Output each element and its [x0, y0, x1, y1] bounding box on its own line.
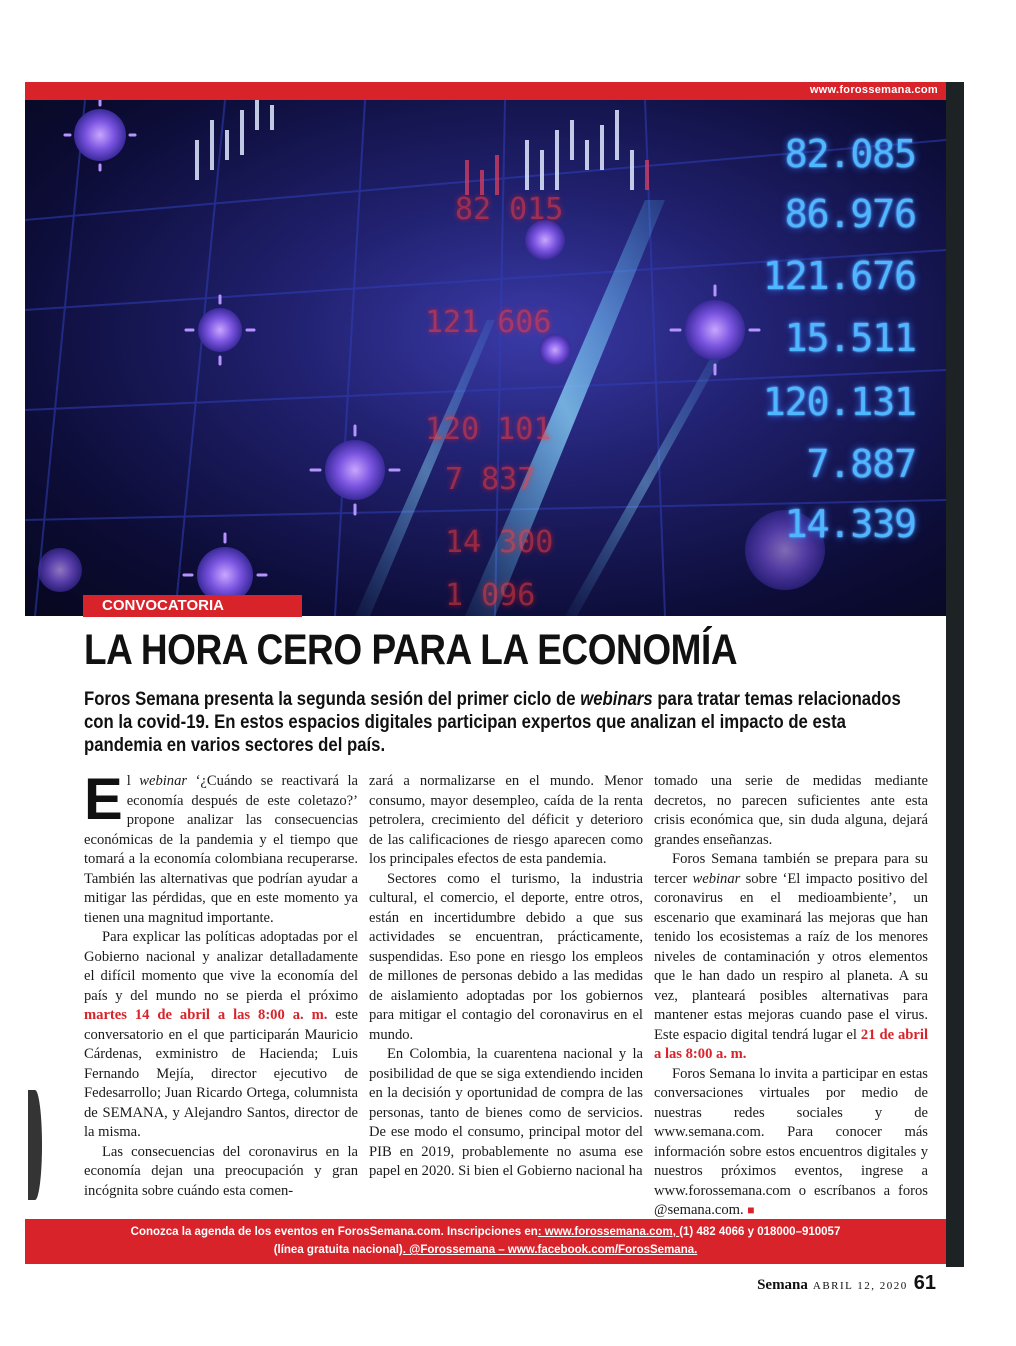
body-text: ‘¿Cuándo se reactivará la economía después de este coletazo?’ propone analizar las consecuencias económicas de la pandemia y el tiempo que tomará a la economía colombiana recuperarse. También las alternativas que podrían ayudar a mitigar las pérdidas, que en este momento ya tienen una magnitud importante.	[84, 773, 358, 926]
body-paragraph: Sectores como el turismo, la industria cultural, el comercio, el deporte, entre otros, están en incertidumbre debido a que sus actividades se encuentran, prácticamente, suspendidas. Eso pone en riesgo los empleos de millones de personas debido a las medidas de aislamiento adoptadas por los gobiernos para mitigar el contagio del coronavirus en el mundo.	[369, 870, 643, 1043]
footer-text: (línea gratuita nacional)	[273, 1244, 403, 1256]
body-paragraph	[84, 928, 358, 1143]
hero-number: 15.511	[784, 316, 916, 360]
hero-number: 121.676	[762, 254, 916, 298]
hero-image	[25, 100, 946, 616]
body-text: este conversatorio en el que participarán Mauricio Cárdenas, exministro de Hacienda; Luis Fernando Mejía, director ejecutivo de Fedesarrollo; Juan Ricardo Ortega, columnista de SEMANA, y Alejandro Santos, director de la misma.	[84, 1007, 358, 1140]
drop-cap: E	[84, 767, 123, 832]
body-text: Foros Semana también se prepara para su tercer	[654, 851, 928, 887]
lead-text: para tratar temas relacionados con la covid-19. En estos espacios digitales participan expertos que analizan el impacto de esta pandemia en varios sectores del país.	[84, 689, 901, 756]
body-paragraph	[654, 850, 928, 1065]
magazine-name: Semana	[757, 1277, 808, 1293]
body-text: sobre ‘El impacto positivo del coronavirus en el medioambiente’, un escenario que examinará las mejoras que han tenido los ecosistemas a raíz de los menores niveles de contaminación y otros elementos que le han dado un respiro al planeta. A su vez, planteará posibles alternativas para mantener estas mejoras cuando pase el virus. Este espacio digital tendrá lugar el	[654, 870, 928, 1043]
page-number: 61	[913, 1272, 936, 1294]
body-column-1	[84, 767, 358, 1201]
hero-red-number: 120 101	[425, 412, 552, 447]
header-url[interactable]: www.forossemana.com	[809, 84, 938, 96]
footer-line-1	[25, 1223, 946, 1241]
hero-red-number: 121 606	[425, 305, 552, 340]
body-emphasis: webinar	[139, 773, 188, 789]
body-text: Para explicar las políticas adoptadas por el Gobierno nacional y analizar detalladamente el difícil momento que vive la economía del país y del mundo no se pierda el próximo	[84, 929, 358, 1004]
body-paragraph: zará a normalizarse en el mundo. Menor consumo, mayor desempleo, caída de la renta petrolera, crecimiento del déficit y deterioro de las calificaciones de riesgo aparecen como los principales efectos de esta pandemia.	[369, 773, 643, 867]
body-paragraph: Las consecuencias del coronavirus en la economía dejan una preocupación y gran incógnita sobre cuándo esta comen-	[84, 1143, 358, 1199]
event-date-highlight: 21 de abril a las 8:00 a. m.	[654, 1026, 929, 1062]
article-lead	[84, 688, 920, 757]
hero-number: 7.887	[806, 442, 916, 486]
top-red-bar	[25, 82, 946, 100]
footer-text: (1) 482 4066 y 018000–910057	[679, 1226, 841, 1238]
footer-text: Conozca la agenda de los eventos en ForosSemana.com. Inscripciones en	[130, 1226, 538, 1238]
hero-number: 14.339	[784, 502, 916, 546]
issue-date: ABRIL 12, 2020	[812, 1280, 908, 1292]
footer-info-bar	[25, 1219, 946, 1264]
hero-red-number: 7 837	[445, 462, 536, 497]
body-text: Foros Semana lo invita a participar en estas conversaciones virtuales por medio de nuestras redes sociales y de www.semana.com. Para conocer más información sobre estos encuentros digitales y nuestros próximos eventos, ingrese a www.forossemana.com o escríbanos a foros @semana.com.	[654, 1065, 928, 1218]
hero-red-number: 82 015	[455, 192, 564, 227]
hero-red-number: 14 300	[445, 525, 554, 560]
footer-line-2	[25, 1241, 946, 1259]
body-text: l	[126, 773, 140, 789]
end-mark-icon: ■	[747, 1203, 755, 1217]
hero-number: 82.085	[784, 132, 916, 176]
body-paragraph	[84, 767, 358, 928]
lead-text: Foros Semana presenta la segunda sesión del primer ciclo de	[84, 689, 581, 710]
hero-number: 120.131	[762, 380, 916, 424]
page-edge-strip	[946, 82, 964, 1267]
article-headline: LA HORA CERO PARA LA ECONOMÍA	[84, 626, 738, 674]
page-binding-shadow	[28, 1090, 42, 1200]
page-folio	[757, 1272, 936, 1295]
body-column-2	[369, 772, 643, 1182]
lead-emphasis: webinars	[580, 689, 653, 710]
body-paragraph	[654, 1065, 928, 1221]
body-paragraph: tomado una serie de medidas mediante decretos, no parecen suficientes ante esta crisis económica que, sin duda alguna, dejará grandes enseñanzas.	[654, 773, 928, 848]
hero-number: 86.976	[784, 192, 916, 236]
footer-link-facebook[interactable]: . @Forossemana – www.facebook.com/ForosSemana.	[402, 1244, 698, 1256]
body-column-3	[654, 772, 928, 1221]
hero-red-number: 1 096	[445, 578, 536, 613]
event-date-highlight: martes 14 de abril a las 8:00 a. m.	[84, 1007, 328, 1023]
body-paragraph: En Colombia, la cuarentena nacional y la posibilidad de que se siga extendiendo inciden en la decisión y oportunidad de compra de las personas, tanto de bienes como de servicios. De ese modo el consumo, principal motor del PIB en 2019, probablemente no asuma ese papel en 2020. Si bien el Gobierno nacional ha	[369, 1046, 643, 1179]
section-kicker: CONVOCATORIA	[83, 595, 302, 617]
footer-link-forossemana[interactable]: : www.forossemana.com,	[537, 1226, 680, 1238]
body-emphasis: webinar	[692, 870, 741, 887]
